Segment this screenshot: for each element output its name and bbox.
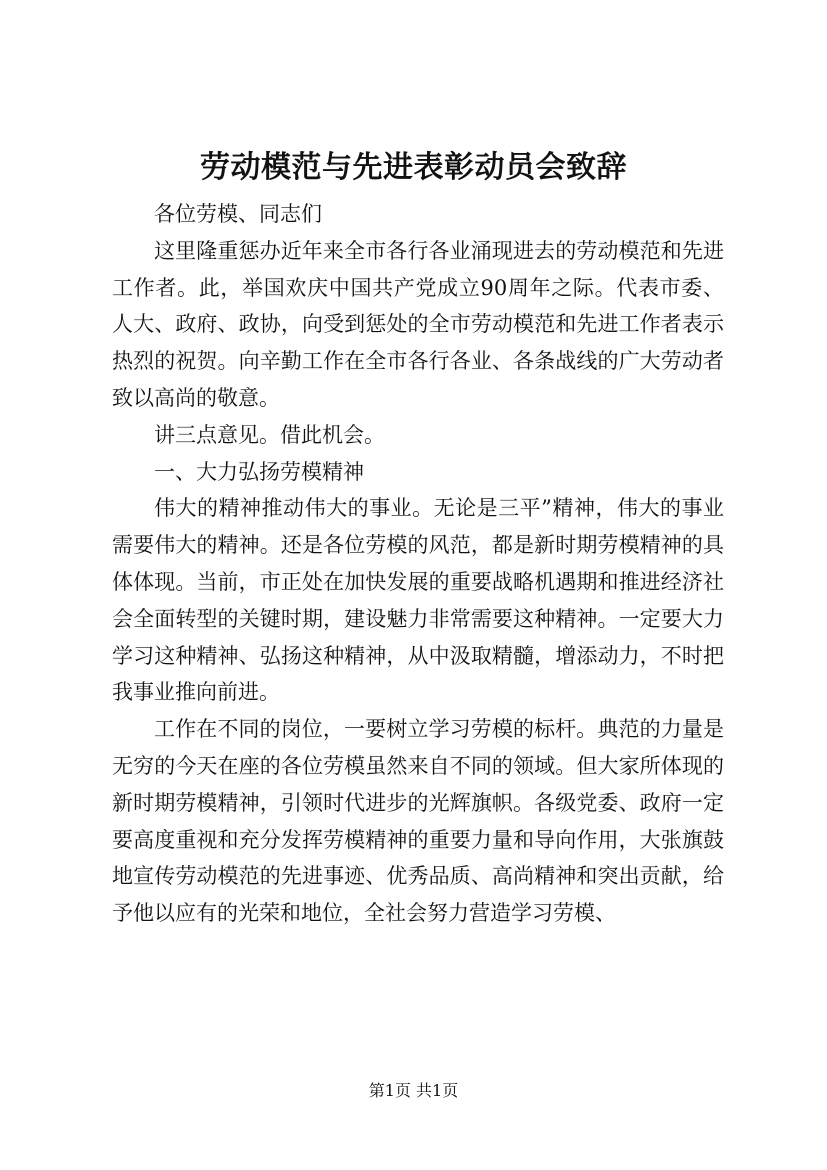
document-body xyxy=(112,196,724,932)
page-footer: 第1页 共1页 xyxy=(368,1081,459,1100)
paragraph-benchmark: 工作在不同的岗位，一要树立学习劳模的标杆。典范的力量是无穷的今天在座的各位劳模虽然来自不同的领域。但大家所体现的新时期劳模精神，引领时代进步的光辉旗帜。各级党委、政府一定要高度重视和充分发挥劳模精神的重要力量和导向作用，大张旗鼓地宣传劳动模范的先进事迹、优秀品质、高尚精神和突出贡献，给予他以应有的光荣和地位，全社会努力营造学习劳模、 xyxy=(112,717,724,926)
paragraph-spirit: 伟大的精神推动伟大的事业。无论是三平”精神，伟大的事业需要伟大的精神。还是各位劳模的风范，都是新时期劳模精神的具体体现。当前，市正处在加快发展的重要战略机遇期和推进经济社会全面转型的关键时期，建设魅力非常需要这种精神。一定要大力学习这种精神、弘扬这种精神，从中汲取精髓，增添动力，不时把我事业推向前进。 xyxy=(112,496,724,705)
section-heading-1: 一、大力弘扬劳模精神 xyxy=(154,459,364,484)
document-title: 劳动模范与先进表彰动员会致辞 xyxy=(200,150,627,185)
paragraph-salutation: 各位劳模、同志们 xyxy=(154,202,322,226)
paragraph-intro-points: 讲三点意见。借此机会。 xyxy=(154,422,385,447)
paragraph-opening: 这里隆重惩办近年来全市各行各业涌现进去的劳动模范和先进工作者。此，举国欢庆中国共产党成立90周年之际。代表市委、人大、政府、政协，向受到惩处的全市劳动模范和先进工作者表示热烈的祝贺。向辛勤工作在全市各行各业、各条战线的广大劳动者致以高尚的敬意。 xyxy=(112,238,724,410)
